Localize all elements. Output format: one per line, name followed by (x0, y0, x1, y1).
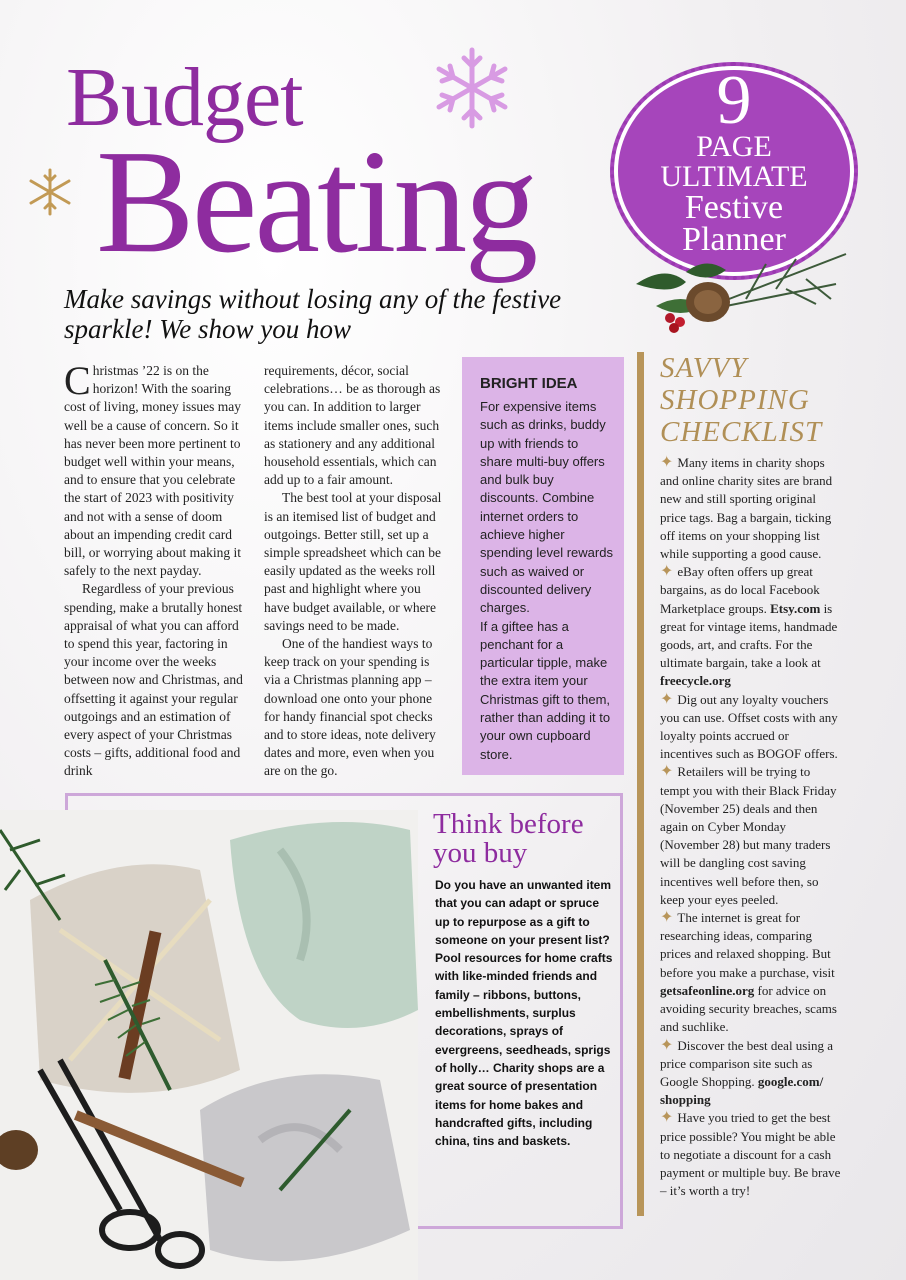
article-paragraph: One of the handiest ways to keep track on your spending is via a Christmas planning app – download one onto your phone for handy financial spot checks and to store ideas, note delivery dates and more, even when you are on the go. (264, 636, 436, 779)
checklist-item: ✦ Retailers will be trying to tempt you with their Black Friday (November 25) deals and then again on Cyber Monday (November 28) but many traders will be dangling cost saving incentives well before then, so keep your eyes peeled. (660, 763, 837, 907)
subtitle: Make savings without losing any of the festive sparkle! We show you how (64, 284, 562, 344)
star-bullet-icon: ✦ (660, 454, 674, 471)
checklist-item: ✦ eBay often offers up great bargains, as do local Facebook Marketplace groups. Etsy.com is great for vintage items, handmade goods, art, and crafts. For the ultimate bargain, take a look at freecycle.org (660, 563, 838, 689)
star-bullet-icon: ✦ (660, 1109, 674, 1127)
gift-photo (0, 810, 418, 1280)
star-bullet-icon: ✦ (660, 1036, 674, 1054)
article-paragraph: requirements, décor, social celebrations… be as thorough as you can. In addition to larger items include smaller ones, such as stationery and any additional household essentials, which can add up to a fair amount. (264, 363, 441, 488)
think-body: Do you have an unwanted item that you can adapt or spruce up to repurpose as a gift to someone on your present list? Pool resources for home crafts with like-minded friends and family – ribbons, buttons, embellishments, surplus decorations, sprays of evergreens, seedheads, sprigs of holly… Charity shops are a great source of presentation items for home bakes and handcrafted gifts, including china, tins and baskets. (435, 878, 613, 1149)
star-bullet-icon: ✦ (660, 763, 674, 781)
star-bullet-icon: ✦ (660, 690, 674, 708)
article-column-1 (64, 358, 244, 781)
title-line-2: Beating (96, 120, 536, 284)
checklist-item: ✦ Have you tried to get the best price possible? You might be able to negotiate a discount for a cash payment or multiple buy. Be brave – it’s worth a try! (660, 1109, 841, 1199)
snowflake-icon (428, 44, 516, 132)
article-column-2 (264, 362, 444, 781)
savvy-heading: SAVVY SHOPPING CHECKLIST (660, 352, 823, 448)
think-heading: Think before you buy (433, 808, 584, 869)
gold-snowflake-icon (24, 166, 76, 218)
badge-line-3: Festive (684, 189, 784, 226)
star-bullet-icon: ✦ (660, 909, 674, 927)
article-paragraph: Christmas ’22 is on the horizon! With the soaring cost of living, money issues may well be a cause of concern. So it has never been more pertinent to budget well within your means, and to ensure that you celebrate the start of 2023 with positivity and not with a sense of doom about an impending credit card bill, or worrying about making it safely to the next payday. (64, 358, 241, 579)
bright-idea-heading: BRIGHT IDEA (480, 375, 578, 392)
bright-idea-body: For expensive items such as drinks, buddy up with friends to share multi-buy offers and bulk buy discounts. Combine internet orders to achieve higher spending level rewards such as waived or discounted delivery charges. If a giftee has a penchant for a particular tipple, make the extra item your Christmas gift to them, rather than adding it to your own cupboard store. (480, 399, 613, 762)
think-box (425, 798, 615, 1150)
star-bullet-icon: ✦ (660, 563, 674, 581)
badge-line-2: ULTIMATE (660, 160, 808, 193)
bright-idea-box (462, 357, 624, 775)
article-paragraph: Regardless of your previous spending, make a brutally honest appraisal of what you can afford to spend this year, factoring in your income over the weeks between now and Christmas, and offsetting it against your regular outgoings and an estimation of every aspect of your Christmas costs – gifts, additional food and drink (64, 581, 243, 779)
gold-divider (637, 352, 644, 1216)
checklist-item: ✦ The internet is great for researching ideas, comparing prices and relaxed shopping. But before you make a purchase, visit getsafeonline.org for advice on avoiding security breaches, scams and suchlike. (660, 909, 837, 1035)
checklist-item: ✦ Many items in charity shops and online charity sites are brand new and still sporting original price tags. Bag a bargain, ticking off items on your shopping list while supporting a good cause. (660, 454, 833, 562)
badge-line-4: Planner (682, 221, 786, 258)
article-paragraph: The best tool at your disposal is an itemised list of budget and outgoings. Better still, set up a simple spreadsheet which can be easily updated as the weeks roll past and highlight where you have budget available, or where savings need to be made. (264, 490, 442, 633)
drop-cap: C (64, 358, 91, 403)
title-line-1: Budget (66, 51, 303, 144)
wrapped-gifts-illustration (0, 810, 418, 1280)
pinecone-holly-decoration (626, 244, 850, 336)
checklist (660, 454, 842, 1200)
checklist-item: ✦ Discover the best deal using a price comparison site such as Google Shopping. google.com/ shopping (660, 1036, 833, 1108)
checklist-item: ✦ Dig out any loyalty vouchers you can use. Offset costs with any loyalty points accrued or incentives such as BOGOF offers. (660, 690, 838, 762)
badge-line-1: PAGE (696, 130, 772, 163)
badge-number: 9 (716, 62, 752, 139)
